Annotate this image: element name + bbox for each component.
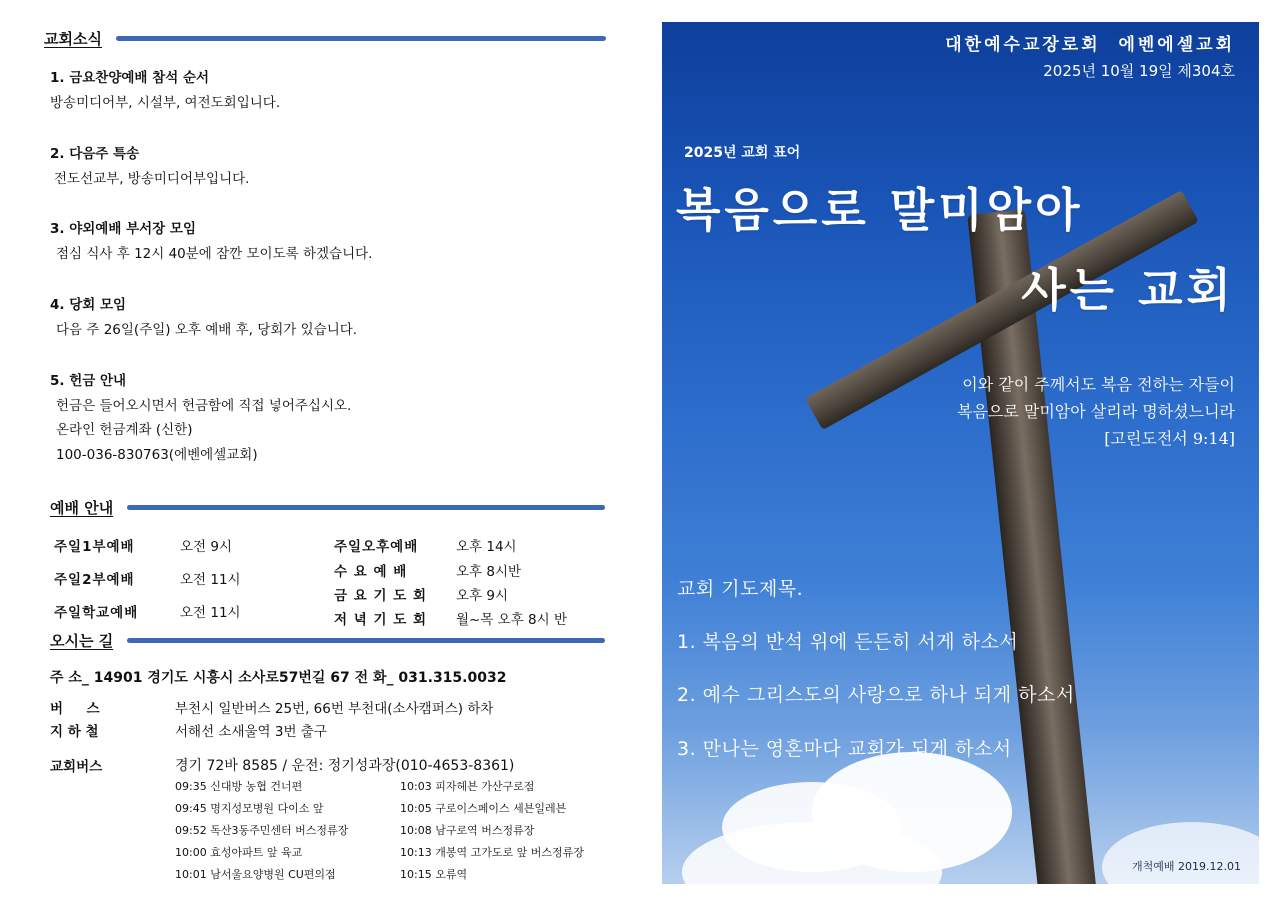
bus-stop: 10:15 오류역 xyxy=(400,868,468,881)
worship-label: 저 녁 기 도 회 xyxy=(334,612,428,628)
bulletin-cover xyxy=(662,22,1259,884)
bible-verse-line-1: 이와 같이 주께서도 복음 전하는 자들이 xyxy=(962,375,1235,394)
motto-label: 2025년 교회 표어 xyxy=(684,145,801,161)
worship-label: 수 요 예 배 xyxy=(334,564,408,580)
bus-label: 버 스 xyxy=(50,701,100,717)
directions-heading: 오시는 길 xyxy=(50,632,114,650)
news-item-text: 전도선교부, 방송미디어부입니다. xyxy=(54,171,250,187)
worship-section-header xyxy=(50,497,605,518)
subway-label: 지 하 철 xyxy=(50,724,99,740)
bus-stop: 10:13 개봉역 고가도로 앞 버스정류장 xyxy=(400,846,584,859)
worship-label: 주일학교예배 xyxy=(54,605,139,621)
worship-divider xyxy=(127,505,605,510)
worship-time: 오후 8시반 xyxy=(456,564,522,580)
news-item-title: 5. 헌금 안내 xyxy=(50,373,127,389)
bible-verse-line-2: 복음으로 말미암아 살리라 명하셨느니라 xyxy=(956,402,1235,421)
news-divider xyxy=(116,36,606,41)
news-section-header xyxy=(44,28,606,49)
bus-stop: 10:00 효성아파트 앞 육교 xyxy=(175,846,303,859)
news-item-title: 3. 야외예배 부서장 모임 xyxy=(50,221,196,237)
bible-verse-reference: [고린도전서 9:14] xyxy=(1104,429,1235,448)
news-item-title: 2. 다음주 특송 xyxy=(50,146,140,162)
subway-info: 서해선 소새울역 3번 출구 xyxy=(175,724,327,740)
bus-stop: 10:05 구로이스페이스 세븐일레븐 xyxy=(400,802,567,815)
worship-heading: 예배 안내 xyxy=(50,499,114,517)
prayer-item: 1. 복음의 반석 위에 든든히 서게 하소서 xyxy=(677,631,1019,653)
motto-line-1: 복음으로 말미암아 xyxy=(676,183,1084,237)
worship-time: 오후 14시 xyxy=(456,539,517,555)
worship-label: 금 요 기 도 회 xyxy=(334,588,428,604)
worship-time: 오전 9시 xyxy=(180,539,233,555)
prayer-heading: 교회 기도제목. xyxy=(677,578,804,600)
news-item-text: 헌금은 들어오시면서 헌금함에 직접 넣어주십시오. xyxy=(56,398,352,414)
prayer-item: 3. 만나는 영혼마다 교회가 되게 하소서 xyxy=(677,738,1012,760)
worship-time: 오후 9시 xyxy=(456,588,509,604)
bus-stop: 10:08 남구로역 버스정류장 xyxy=(400,824,535,837)
news-item-text: 방송미디어부, 시설부, 여전도회입니다. xyxy=(50,95,281,111)
prayer-item: 2. 예수 그리스도의 사랑으로 하나 되게 하소서 xyxy=(677,684,1075,706)
worship-time: 오전 11시 xyxy=(180,605,241,621)
church-name: 대한예수교장로회 에벤에셀교회 xyxy=(945,35,1235,55)
news-item-text: 점심 식사 후 12시 40분에 잠깐 모이도록 하겠습니다. xyxy=(56,246,373,262)
bus-stop: 10:03 피자헤븐 가산구로점 xyxy=(400,780,535,793)
church-bus-label: 교회버스 xyxy=(50,759,103,775)
news-item-title: 4. 당회 모임 xyxy=(50,297,127,313)
worship-label: 주일오후예배 xyxy=(334,539,419,555)
worship-time: 월~목 오후 8시 반 xyxy=(456,612,568,628)
issue-date: 2025년 10월 19일 제304호 xyxy=(1043,62,1235,80)
church-bus-info: 경기 72바 8585 / 운전: 정기성과장(010-4653-8361) xyxy=(175,758,515,774)
bus-stop: 09:45 명지성모병원 다이소 앞 xyxy=(175,802,324,815)
motto-line-2: 사는 교회 xyxy=(1021,263,1235,317)
directions-divider xyxy=(127,638,605,643)
cloud-shape xyxy=(1102,822,1259,884)
news-heading: 교회소식 xyxy=(44,30,102,48)
news-item-text: 온라인 헌금계좌 (신한) xyxy=(56,422,193,438)
worship-label: 주일2부예배 xyxy=(54,572,135,588)
bus-stop: 09:35 신대방 농협 건너편 xyxy=(175,780,303,793)
account-number: 100-036-830763(에벤에셀교회) xyxy=(56,447,258,463)
worship-time: 오전 11시 xyxy=(180,572,241,588)
bus-info: 부천시 일반버스 25번, 66번 부천대(소사캠퍼스) 하차 xyxy=(175,701,494,717)
bus-stop: 09:52 독산3동주민센터 버스정류장 xyxy=(175,824,349,837)
news-item-title: 1. 금요찬양예배 참석 순서 xyxy=(50,70,210,86)
address-line: 주 소_ 14901 경기도 시흥시 소사로57번길 67 전 화_ 031.315.0032 xyxy=(50,670,507,686)
directions-section-header xyxy=(50,630,605,651)
worship-label: 주일1부예배 xyxy=(54,539,135,555)
bus-stop: 10:01 남서울요양병원 CU편의점 xyxy=(175,868,336,881)
news-item-text: 다음 주 26일(주일) 오후 예배 후, 당회가 있습니다. xyxy=(56,322,358,338)
founding-date: 개척예배 2019.12.01 xyxy=(1132,860,1241,873)
